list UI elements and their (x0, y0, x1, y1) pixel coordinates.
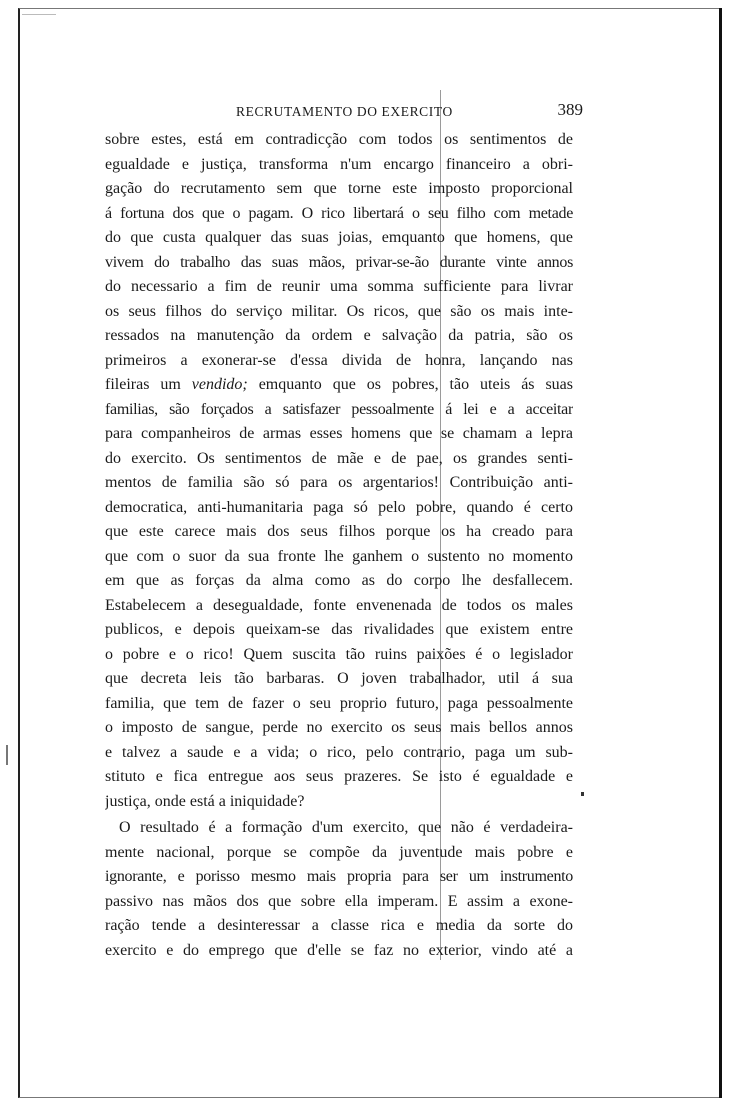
text-line: e talvez a saude e a vida; o rico, pelo contrario, paga um sub- (105, 743, 573, 761)
scan-mark (22, 14, 56, 15)
margin-mark (6, 745, 8, 765)
page-edge-shadow (719, 8, 722, 1098)
text-line: egualdade e justiça, transforma n'um encargo financeiro a obri- (105, 155, 573, 173)
text-line: do exercito. Os sentimentos de mãe e de pae, os grandes senti- (105, 449, 573, 467)
ink-speck (581, 792, 584, 796)
text-line: que decreta leis tão barbaras. O joven trabalhador, util á sua (105, 670, 573, 687)
text-line: ração tende a desinteressar a classe rica e media da sorte do (105, 917, 573, 934)
text-line: exercito e do emprego que d'elle se faz no exterior, vindo até a (105, 941, 573, 959)
text-line: ignorante, e porisso mesmo mais propria para ser um instrumento (105, 868, 573, 885)
text-line: publicos, e depois queixam-se das rivalidades que existem entre (105, 621, 573, 638)
paragraph-start-line: O resultado é a formação d'um exercito, que não é verdadeira- (119, 819, 573, 836)
text-line: ressados na manutenção da ordem e salvação da patria, são os (105, 327, 573, 344)
text-line: Estabelecem a desegualdade, fonte envenenada de todos os males (105, 596, 573, 614)
text-line: do que custa qualquer das suas joias, emquanto que homens, que (105, 229, 573, 246)
text-line: do necessario a fim de reunir uma somma sufficiente para livrar (105, 278, 573, 295)
italic-word: vendido; (191, 376, 248, 393)
text-line: mente nacional, porque se compõe da juventude mais pobre e (105, 843, 573, 861)
text-line: familias, são forçados a satisfazer pessoalmente á lei e a acceitar (105, 400, 573, 418)
text-line: para companheiros de armas esses homens que se chamam a lepra (105, 425, 573, 442)
text-line: que com o suor da sua fronte lhe ganhem o sustento no momento (105, 547, 573, 565)
page-number: 389 (557, 100, 583, 119)
text-line: gação do recrutamento sem que torne este imposto proporcional (105, 180, 573, 197)
text-line: democratica, anti-humanitaria paga só pelo pobre, quando é certo (105, 498, 573, 516)
running-head (100, 98, 590, 124)
body-text (105, 128, 573, 963)
text-line: sobre estes, está em contradicção com todos os sentimentos de (105, 131, 573, 148)
text-line: mentos de familia são só para os argentarios! Contribuição anti- (105, 474, 573, 491)
text-line: passivo nas mãos dos que sobre ella imperam. E assim a exone- (105, 892, 573, 910)
running-title: RECRUTAMENTO DO EXERCITO (236, 104, 453, 119)
text-line: o imposto de sangue, perde no exercito os seus mais bellos annos (105, 719, 573, 736)
text-line: que este carece mais dos seus filhos porque os ha creado para (105, 523, 573, 540)
text-line: á fortuna dos que o pagam. O rico libertará o seu filho com metade (105, 204, 573, 222)
text-line: primeiros a exonerar-se d'essa divida de honra, lançando nas (105, 351, 573, 369)
text-line: familia, que tem de fazer o seu proprio futuro, paga pessoalmente (105, 694, 573, 712)
text-line: em que as forças da alma como as do corpo lhe desfallecem. (105, 572, 573, 589)
text-line-with-italic (105, 373, 573, 398)
text-line: vivem do trabalho das suas mãos, privar-se-ão durante vinte annos (105, 253, 573, 271)
text-line: os seus filhos do serviço militar. Os ricos, que são os mais inte- (105, 302, 573, 320)
text-fragment: emquanto que os pobres, tão uteis ás suas (258, 376, 573, 393)
paragraph-end-line: justiça, onde está a iniquidade? (105, 792, 305, 810)
text-line: o pobre e o rico! Quem suscita tão ruins paixões é o legislador (105, 645, 573, 663)
text-fragment: fileiras um (105, 376, 181, 393)
text-line: stituto e fica entregue aos seus prazeres. Se isto é egualdade e (105, 768, 573, 785)
